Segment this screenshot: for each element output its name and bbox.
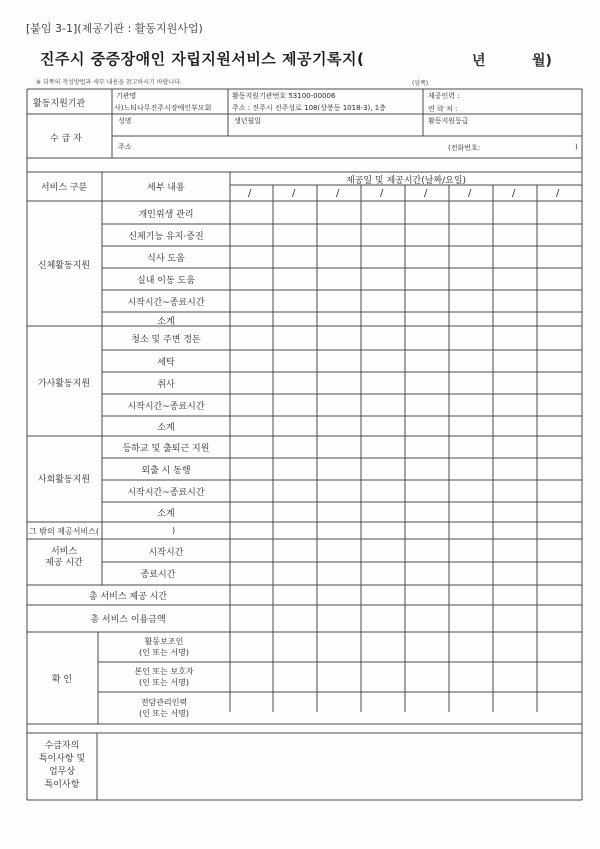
service-time-label-line1: 서비스 xyxy=(50,547,78,557)
social-item-4: 소계 xyxy=(157,509,175,519)
page-title: 진주시 중증장애인 자립지원서비스 제공기록지( xyxy=(40,50,365,68)
remarks-label xyxy=(39,740,85,792)
social-item-3: 시작시간~종료시간 xyxy=(127,488,205,498)
confirm-guardian xyxy=(134,666,193,688)
housework-item-4: 시작시간~종료시간 xyxy=(127,402,205,412)
staff-label: 제공인력 : xyxy=(428,92,460,100)
physical-item-4: 실내 이동 도움 xyxy=(137,276,195,286)
recipient-address-label: 주소 xyxy=(118,143,132,151)
physical-item-6: 소계 xyxy=(157,317,175,327)
service-type-header: 서비스 구분 xyxy=(40,183,88,193)
agency-address-value: 진주시 진주성로 108(상봉동 1018-3), 1층 xyxy=(252,104,386,112)
date-slash-3: / xyxy=(336,188,340,199)
remarks-line2: 특이사항 및 xyxy=(38,754,86,764)
end-time-label: 종료시간 xyxy=(140,570,176,580)
remarks-line3: 업무상 xyxy=(48,767,76,777)
housework-item-5: 소계 xyxy=(157,423,175,433)
social-item-1: 등하교 및 출퇴근 지원 xyxy=(122,444,210,454)
confirm-helper-line1: 활동보조인 xyxy=(144,637,184,646)
other-services-close: ) xyxy=(172,526,176,535)
social-section-label: 사회활동지원 xyxy=(37,475,91,485)
date-slash-5: / xyxy=(424,188,428,199)
housework-item-2: 세탁 xyxy=(157,358,175,368)
confirm-helper-line2: (인 또는 서명) xyxy=(139,648,189,657)
physical-item-5: 시작시간~종료시간 xyxy=(127,298,205,308)
physical-item-2: 신체기능 유지·증진 xyxy=(128,232,204,242)
date-slash-8: / xyxy=(556,188,560,199)
physical-item-3: 식사 도움 xyxy=(147,254,185,264)
confirm-manager xyxy=(139,697,189,719)
date-slash-1: / xyxy=(248,188,252,199)
agency-number-label: 활동지원기관번호 xyxy=(232,92,287,100)
date-slash-4: / xyxy=(380,188,384,199)
agency-name-value: 사)느티나무진주시장애인부모회 xyxy=(114,104,212,112)
housework-item-3: 취사 xyxy=(157,380,175,390)
housework-item-1: 청소 및 주변 정돈 xyxy=(131,335,201,345)
total-cost-label: 총 서비스 이용금액 xyxy=(90,615,166,625)
agency-label: 활동지원기관 xyxy=(33,99,86,109)
remarks-line4: 특이사항 xyxy=(44,780,80,790)
year-label: 년 xyxy=(472,53,486,69)
date-slash-2: / xyxy=(292,188,296,199)
page-side-note: (앞쪽) xyxy=(412,80,429,87)
recipient-phone-label: (전화번호: xyxy=(448,144,481,152)
detail-header: 세부 내용 xyxy=(147,183,185,193)
confirm-helper xyxy=(139,636,189,658)
instruction-note: ※ 뒤쪽의 작성방법과 세부 내용을 참고하시기 바랍니다. xyxy=(36,79,182,86)
annex-label: [붙임 3-1](제공기관 : 활동지원사업) xyxy=(26,22,203,35)
start-time-label: 시작시간 xyxy=(148,548,184,558)
month-label: 월) xyxy=(532,53,552,69)
date-slash-7: / xyxy=(512,188,516,199)
confirm-manager-line2: (인 또는 서명) xyxy=(139,709,189,718)
agency-address-label: 주소 : xyxy=(232,104,251,112)
dates-header: 제공일 및 제공시간(날짜/요일) xyxy=(345,176,467,186)
recipient-phone-close: ) xyxy=(575,143,578,151)
remarks-line1: 수급자의 xyxy=(44,741,80,751)
agency-number xyxy=(232,91,335,101)
agency-number-value: 53100-00006 xyxy=(288,92,336,100)
other-services-label: 그 밖의 제공서비스( xyxy=(29,527,100,536)
date-slash-6: / xyxy=(468,188,472,199)
confirm-guardian-line1: 본인 또는 보호자 xyxy=(134,667,194,676)
agency-name-label: 기관명 xyxy=(116,92,137,100)
service-time-label-line2: 제공 시간 xyxy=(45,558,83,568)
physical-section-label: 신체활동지원 xyxy=(37,261,91,271)
confirm-guardian-line2: (인 또는 서명) xyxy=(139,678,189,687)
housework-section-label: 가사활동지원 xyxy=(37,379,91,389)
contact-label: 연 락 처 : xyxy=(428,105,458,113)
confirm-manager-line1: 전담관리인력 xyxy=(140,698,188,707)
service-time-label xyxy=(45,547,83,569)
social-item-2: 외출 시 동행 xyxy=(141,466,191,476)
agency-address xyxy=(232,103,386,113)
recipient-grade-label: 활동지원등급 xyxy=(428,117,469,125)
recipient-birth-label: 생년월일 xyxy=(234,117,262,125)
physical-item-1: 개인위생 관리 xyxy=(138,210,194,220)
recipient-label: 수 급 자 xyxy=(50,134,82,144)
recipient-name-label: 성명 xyxy=(118,117,132,125)
confirm-label: 확 인 xyxy=(51,675,73,685)
total-time-label: 총 서비스 제공 시간 xyxy=(88,592,168,602)
